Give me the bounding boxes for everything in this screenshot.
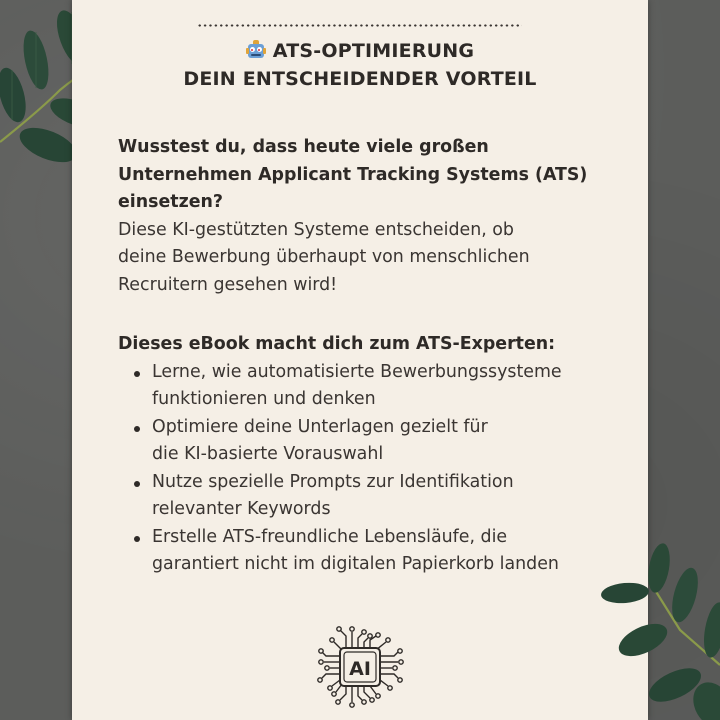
intro-question-2: Unternehmen Applicant Tracking Systems (ATS) [118, 164, 588, 185]
intro-explanation-3: Recruitern gesehen wird! [118, 274, 338, 295]
title-text-1: ATS-OPTIMIERUNG [272, 40, 475, 62]
intro-section [118, 134, 618, 299]
title-line-1 [72, 40, 648, 62]
ebook-heading: Dieses eBook macht dich zum ATS-Experten: [118, 334, 556, 354]
benefit-list [118, 359, 618, 579]
list-item: Lerne, wie automatisierte Bewerbungssysteme funktionieren und denken [118, 359, 618, 414]
intro-question-3: einsetzen? [118, 192, 223, 212]
ebook-section [118, 331, 618, 579]
intro-explanation-1: Diese KI-gestützten Systeme entscheiden, ob [118, 219, 514, 240]
ai-chip-icon [312, 622, 410, 710]
dotted-divider [197, 24, 522, 27]
intro-question-1: Wusstest du, dass heute viele großen [118, 137, 489, 157]
svg-text:AI: AI [349, 658, 371, 680]
title-line-2: DEIN ENTSCHEIDENDER VORTEIL [183, 68, 537, 90]
list-item: Nutze spezielle Prompts zur Identifikation relevanter Keywords [118, 469, 618, 524]
robot-icon [246, 40, 266, 59]
intro-explanation-2: deine Bewerbung überhaupt von menschlichen [118, 247, 530, 267]
leaf-branch-bottom-right [595, 535, 720, 720]
list-item: Optimiere deine Unterlagen gezielt für die KI-basierte Vorauswahl [118, 414, 618, 469]
list-item: Erstelle ATS-freundliche Lebensläufe, die garantiert nicht im digitalen Papierkorb landen [118, 524, 618, 579]
